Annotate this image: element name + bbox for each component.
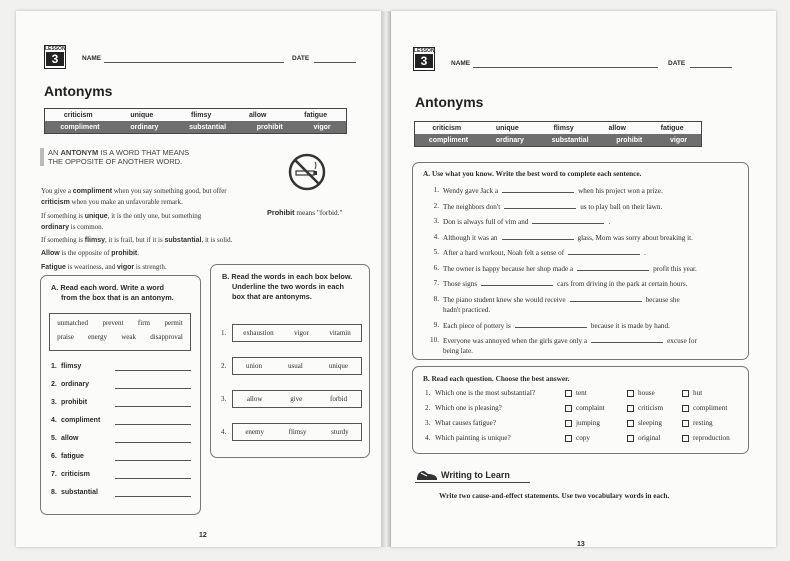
date-line[interactable]: [690, 67, 732, 68]
sentence: [443, 247, 646, 258]
item-number: 4.: [221, 428, 227, 436]
answer-line[interactable]: [115, 388, 191, 389]
word-bank-word: fatigue: [304, 111, 328, 119]
item-number: 2.: [221, 362, 227, 370]
answer-option[interactable]: [627, 434, 660, 442]
icon-caption: Prohibit means "forbid.": [267, 208, 343, 217]
option-label: hut: [693, 389, 703, 397]
sentence: [443, 201, 662, 212]
word-bank-word: criticism: [63, 111, 93, 119]
list-item: [425, 201, 745, 217]
lesson-label: LESSON: [45, 46, 66, 52]
section-b-instruction: B. Read each question. Choose the best answer.: [423, 374, 570, 383]
section-a-items: [425, 185, 745, 361]
writing-prompt: Write two cause-and-effect statements. Use two vocabulary words in each.: [439, 491, 670, 500]
list-item: [221, 423, 366, 456]
word-bank-word: substantial: [189, 123, 227, 131]
item-word: allow: [61, 435, 79, 442]
checkbox[interactable]: [565, 405, 572, 412]
word-bank-word: prohibit: [256, 123, 283, 131]
item-number: 8.: [433, 294, 439, 303]
answer-blank[interactable]: [504, 201, 576, 209]
list-item: [425, 434, 745, 449]
word-bank-word: flimsy: [191, 111, 212, 119]
sentence-end: cars from driving in the park at certain hours.: [557, 280, 688, 288]
item-number: 1.: [433, 186, 439, 194]
question: Which painting is unique?: [435, 434, 511, 442]
name-line[interactable]: [104, 62, 284, 63]
sentence-end: glass, Mom was sorry about breaking it.: [577, 233, 693, 242]
answer-line[interactable]: [115, 406, 191, 407]
sentence-start: Don is always full of vim and: [443, 218, 529, 226]
item-number: 5.: [433, 248, 439, 256]
sentence: [443, 185, 663, 196]
checkbox[interactable]: [565, 390, 572, 397]
right-page: [391, 11, 776, 547]
answer-option[interactable]: [627, 404, 663, 412]
sentence-start: The owner is happy because her shop made a: [443, 264, 574, 273]
example-line: Fatigue is weariness, and vigor is strength.: [41, 262, 167, 271]
list-item: [425, 320, 745, 336]
sentence: [443, 335, 697, 346]
option-label: house: [638, 389, 655, 397]
section-b-items: [425, 389, 745, 449]
answer-line[interactable]: [115, 496, 191, 497]
option-word[interactable]: forbid: [330, 395, 348, 403]
option-word[interactable]: union: [246, 362, 262, 370]
word-bank-word: disapproval: [150, 333, 183, 341]
option-word[interactable]: enemy: [245, 428, 264, 436]
item-word: fatigue: [61, 453, 84, 460]
checkbox[interactable]: [682, 405, 689, 412]
lesson-label: LESSON: [414, 48, 435, 54]
item-number: 9.: [433, 320, 439, 329]
page-title: Antonyms: [44, 83, 113, 99]
word-bank-word: weak: [121, 333, 136, 341]
definition-bar: [40, 148, 44, 166]
example-line: You give a compliment when you say something good, but offer: [41, 187, 227, 195]
section-b-box: [412, 366, 749, 454]
list-item: [425, 232, 745, 248]
section-b-box: [210, 264, 370, 458]
word-bank-word: criticism: [432, 124, 462, 132]
answer-blank[interactable]: [481, 278, 553, 286]
sentence-start: The neighbors don't: [443, 202, 501, 211]
antonym-box-row-1: [50, 319, 190, 327]
item-word: substantial: [61, 489, 98, 496]
question: Which one is the most substantial?: [435, 389, 536, 397]
list-item: [221, 357, 366, 390]
name-label: NAME: [451, 60, 471, 67]
item-number: 2.: [425, 404, 431, 412]
list-item: [51, 469, 196, 487]
option-label: original: [638, 434, 661, 442]
item-number: 5.: [51, 435, 57, 442]
section-a-instruction: A. Read each word. Write a word from the box that is an antonym.: [51, 283, 174, 302]
sentence-start: After a hard workout, Noah felt a sense of: [443, 249, 565, 257]
item-number: 8.: [51, 489, 57, 496]
page-title: Antonyms: [415, 94, 484, 110]
item-number: 6.: [51, 453, 57, 460]
word-bank-word: unmatched: [57, 319, 88, 327]
word-bank-word: compliment: [428, 136, 469, 144]
list-item: [425, 278, 745, 294]
list-item: [51, 379, 196, 397]
answer-blank[interactable]: [502, 232, 574, 240]
question: What causes fatigue?: [435, 419, 497, 427]
page-number: 12: [199, 532, 207, 539]
answer-blank[interactable]: [568, 247, 640, 255]
answer-blank[interactable]: [502, 185, 574, 193]
word-bank-word: praise: [57, 333, 74, 341]
sentence: [443, 216, 610, 227]
word-bank-word: unique: [130, 111, 154, 119]
word-bank-row-1: [415, 122, 701, 134]
sentence: [443, 320, 670, 331]
list-item: [51, 487, 196, 505]
answer-option[interactable]: [565, 419, 600, 427]
answer-option[interactable]: [682, 419, 713, 427]
item-number: 1.: [425, 389, 431, 397]
item-number: 4.: [425, 434, 431, 442]
answer-option[interactable]: [627, 389, 655, 397]
item-number: 10.: [430, 336, 439, 344]
section-b-items: [221, 324, 366, 456]
item-number: 3.: [425, 419, 431, 427]
answer-line[interactable]: [115, 478, 191, 479]
writing-rule: [415, 482, 530, 483]
list-item: [425, 404, 745, 419]
antonym-box-row-2: [50, 333, 190, 341]
answer-blank[interactable]: [591, 335, 663, 343]
item-number: 7.: [433, 279, 439, 287]
word-bank-row-2: [45, 121, 346, 133]
antonym-pair-box: [232, 423, 362, 441]
word-bank-word: compliment: [60, 123, 100, 131]
word-bank-word: flimsy: [553, 124, 574, 132]
item-number: 6.: [433, 263, 439, 272]
answer-option[interactable]: [627, 419, 662, 427]
item-number: 2.: [433, 201, 439, 210]
answer-line[interactable]: [115, 442, 191, 443]
list-item: [221, 390, 366, 423]
sentence-start: Wendy gave Jack a: [443, 187, 499, 195]
word-bank-word: ordinary: [130, 123, 159, 131]
item-word: prohibit: [61, 399, 88, 406]
item-number: 7.: [51, 471, 57, 478]
item-word: ordinary: [61, 381, 90, 388]
word-bank-word: prohibit: [616, 136, 643, 144]
item-word: compliment: [61, 417, 101, 424]
book-gutter: [381, 11, 391, 547]
checkbox[interactable]: [682, 390, 689, 397]
item-number: 3.: [51, 399, 57, 406]
option-word[interactable]: give: [290, 395, 303, 403]
name-line[interactable]: [473, 67, 658, 68]
section-a-instruction: A. Use what you know. Write the best word to complete each sentence.: [423, 169, 642, 178]
answer-option[interactable]: [565, 389, 587, 397]
sentence-end: because she: [645, 295, 680, 304]
antonym-word-box: [49, 313, 191, 351]
antonym-pair-box: [232, 357, 362, 375]
checkbox[interactable]: [682, 435, 689, 442]
word-bank: [44, 108, 347, 134]
option-word[interactable]: flimsy: [288, 428, 307, 436]
shoe-icon: [415, 468, 439, 482]
word-bank-row-2: [415, 134, 701, 146]
example-line: Allow is the opposite of prohibit.: [41, 249, 140, 258]
list-item: [425, 263, 745, 279]
sentence-continued: hadn't practiced.: [443, 305, 491, 314]
checkbox[interactable]: [565, 435, 572, 442]
answer-line[interactable]: [115, 460, 191, 461]
section-a-items: [51, 361, 196, 505]
option-label: criticism: [638, 404, 664, 412]
answer-option[interactable]: [682, 389, 702, 397]
example-line: If something is unique, it is the only one, but something: [41, 211, 202, 220]
sentence-start: Everyone was annoyed when the girls gave only a: [443, 337, 588, 345]
list-item: [425, 419, 745, 434]
option-label: complaint: [576, 404, 605, 412]
answer-option[interactable]: [565, 404, 605, 412]
answer-blank[interactable]: [577, 263, 649, 271]
sentence: [443, 263, 697, 274]
option-label: sleeping: [638, 419, 662, 427]
checkbox[interactable]: [627, 435, 634, 442]
example-line: criticism when you make an unfavorable remark.: [41, 198, 183, 207]
example-line: ordinary is common.: [41, 222, 104, 231]
list-item: [425, 294, 745, 320]
word-bank-word: permit: [164, 319, 183, 327]
list-item: [221, 324, 366, 357]
option-word[interactable]: usual: [288, 362, 303, 370]
list-item: [51, 361, 196, 379]
sentence-end: because it is made by hand.: [590, 321, 670, 330]
option-word[interactable]: allow: [246, 395, 263, 403]
date-label: DATE: [668, 60, 686, 67]
sentence: [443, 278, 687, 289]
word-bank-word: firm: [137, 319, 150, 327]
question: Which one is pleasing?: [435, 404, 502, 412]
antonym-pair-box: [232, 390, 362, 408]
section-a-box: [40, 275, 201, 515]
option-word[interactable]: unique: [328, 362, 348, 370]
list-item: [51, 415, 196, 433]
list-item: [425, 335, 745, 361]
sentence-end: .: [608, 218, 611, 226]
answer-blank[interactable]: [570, 294, 642, 302]
sentence-continued: being late.: [443, 347, 473, 355]
date-line[interactable]: [314, 62, 356, 63]
item-number: 1.: [221, 329, 227, 337]
checkbox[interactable]: [627, 405, 634, 412]
item-number: 4.: [51, 417, 57, 424]
name-label: NAME: [82, 55, 102, 62]
checkbox[interactable]: [682, 420, 689, 427]
answer-option[interactable]: [682, 404, 727, 412]
item-word: criticism: [61, 471, 90, 478]
item-number: 3.: [221, 395, 227, 403]
option-label: reproduction: [693, 434, 730, 442]
word-bank-word: energy: [88, 333, 107, 341]
option-word[interactable]: sturdy: [331, 428, 349, 436]
item-number: 3.: [433, 217, 439, 225]
word-bank-word: substantial: [551, 136, 589, 144]
list-item: [425, 216, 745, 232]
word-bank-row-1: [45, 109, 346, 121]
sentence-start: The piano student knew she would receive: [443, 295, 566, 304]
answer-blank[interactable]: [515, 320, 587, 328]
date-label: DATE: [292, 55, 310, 62]
sentence-end: us to play ball on their lawn.: [580, 202, 663, 211]
list-item: [51, 397, 196, 415]
writing-title: Writing to Learn: [441, 470, 510, 480]
option-label: jumping: [576, 419, 600, 427]
sentence-end: when his project won a prize.: [578, 187, 663, 195]
sentence-start: Those signs: [443, 280, 478, 288]
lesson-number: 3: [415, 54, 433, 68]
section-b-instruction: B. Read the words in each box below. Underline the two words in each box that are antonyms.: [222, 272, 353, 301]
no-smoking-sign-icon: [287, 152, 327, 192]
sentence: [443, 294, 680, 305]
list-item: [425, 185, 745, 201]
word-bank-word: prevent: [102, 319, 124, 327]
sentence: [443, 232, 693, 243]
item-number: 4.: [433, 232, 439, 241]
section-a-box: [412, 162, 749, 360]
lesson-badge: [44, 45, 66, 69]
sentence-start: Although it was an: [443, 233, 498, 242]
word-bank-word: unique: [495, 124, 519, 132]
word-bank: [414, 121, 702, 147]
lesson-badge: [413, 47, 435, 71]
option-label: resting: [693, 419, 713, 427]
list-item: [425, 247, 745, 263]
checkbox[interactable]: [627, 420, 634, 427]
word-bank-word: allow: [608, 124, 626, 132]
option-label: compliment: [693, 404, 728, 412]
item-number: 1.: [51, 363, 57, 370]
examples: [41, 186, 276, 273]
definition: AN ANTONYM IS A WORD THAT MEANS THE OPPOSITE OF ANOTHER WORD.: [48, 148, 190, 166]
sentence-end: profit this year.: [653, 264, 697, 273]
option-label: tent: [576, 389, 587, 397]
option-word[interactable]: vitamin: [329, 329, 351, 337]
antonym-pair-box: [232, 324, 362, 342]
sentence-end: excuse for: [667, 337, 697, 345]
checkbox[interactable]: [565, 420, 572, 427]
option-label: copy: [576, 434, 590, 442]
answer-option[interactable]: [682, 434, 730, 442]
checkbox[interactable]: [627, 390, 634, 397]
word-bank-word: fatigue: [660, 124, 684, 132]
list-item: [51, 451, 196, 469]
answer-line[interactable]: [115, 370, 191, 371]
list-item: [425, 389, 745, 404]
word-bank-word: vigor: [669, 136, 688, 144]
option-word[interactable]: exhaustion: [243, 329, 274, 337]
option-word[interactable]: vigor: [294, 329, 309, 337]
sentence-end: .: [644, 249, 646, 257]
lesson-number: 3: [46, 52, 64, 66]
list-item: [51, 433, 196, 451]
answer-option[interactable]: [565, 434, 590, 442]
word-bank-word: ordinary: [495, 136, 524, 144]
item-number: 2.: [51, 381, 57, 388]
item-word: flimsy: [61, 363, 82, 370]
example-line: If something is flimsy, it is frail, but if it is substantial, it is solid.: [41, 236, 233, 245]
word-bank-word: allow: [248, 111, 267, 119]
word-bank-word: vigor: [313, 123, 331, 131]
answer-line[interactable]: [115, 424, 191, 425]
answer-blank[interactable]: [532, 216, 604, 224]
sentence-start: Each piece of pottery is: [443, 321, 511, 330]
left-page: [16, 11, 381, 547]
page-number: 13: [577, 541, 585, 548]
